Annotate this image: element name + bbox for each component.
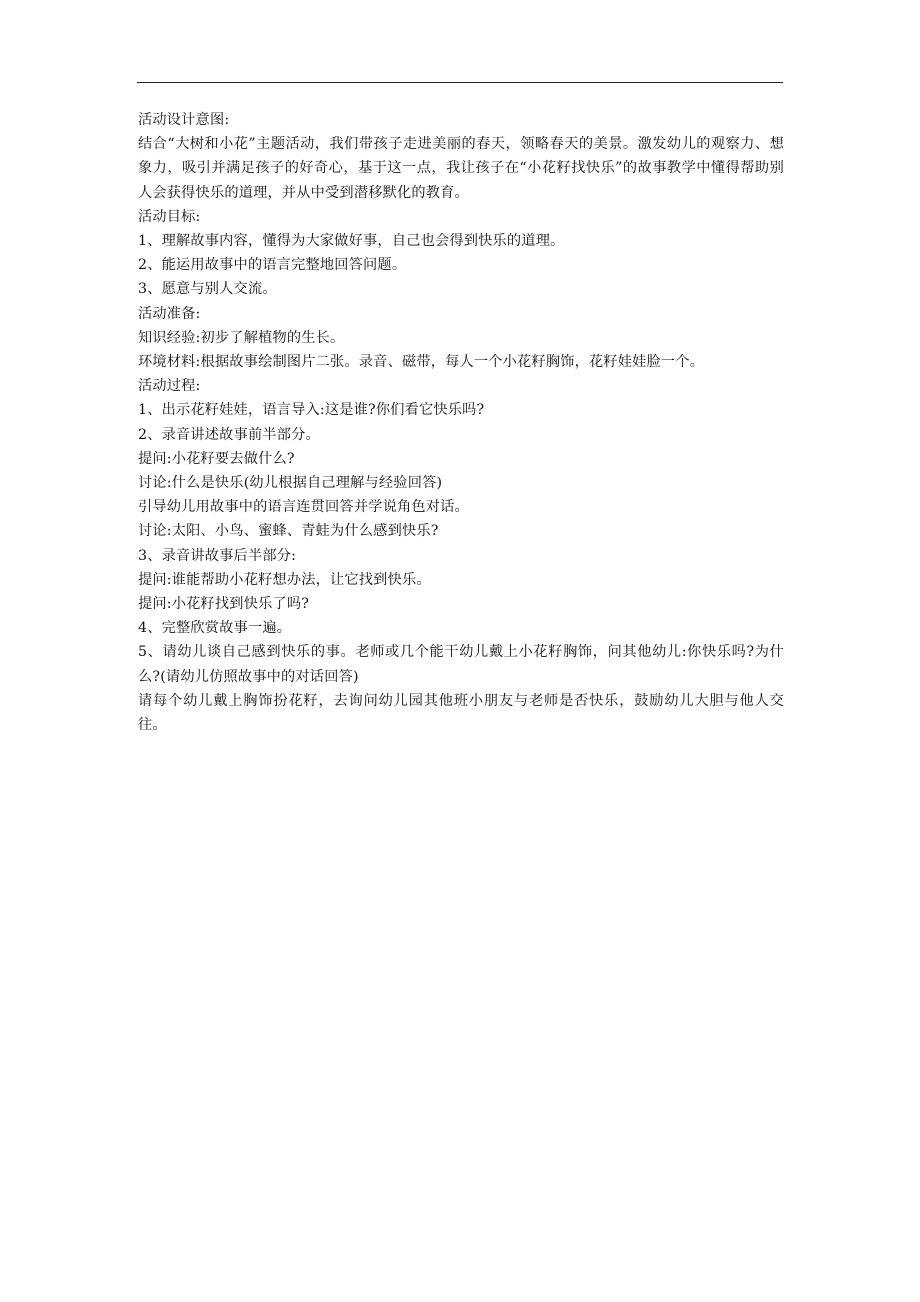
preparation-knowledge: 知识经验:初步了解植物的生长。 xyxy=(138,329,345,346)
process-step-5: 5、请幼儿谈自己感到快乐的事。老师或几个能干幼儿戴上小花籽胸饰，问其他幼儿:你快乐吗?为什么?(请幼儿仿照故事中的对话回答) xyxy=(138,644,784,685)
process-discussion-1: 讨论:什么是快乐(幼儿根据自己理解与经验回答) xyxy=(138,475,443,492)
process-question-1: 提问:小花籽要去做什么? xyxy=(138,450,295,467)
header-rule xyxy=(137,82,783,83)
section-heading-process: 活动过程: xyxy=(138,378,201,395)
process-step-4: 4、完整欣赏故事一遍。 xyxy=(138,620,292,637)
document-body xyxy=(138,108,784,737)
goal-item-1: 1、理解故事内容，懂得为大家做好事，自己也会得到快乐的道理。 xyxy=(138,233,565,250)
process-step-1: 1、出示花籽娃娃，语言导入:这是谁?你们看它快乐吗? xyxy=(138,402,485,419)
process-question-2: 提问:谁能帮助小花籽想办法，让它找到快乐。 xyxy=(138,571,431,588)
process-discussion-2: 讨论:太阳、小鸟、蜜蜂、青蛙为什么感到快乐? xyxy=(138,523,439,540)
extension-paragraph: 请每个幼儿戴上胸饰扮花籽，去询问幼儿园其他班小朋友与老师是否快乐，鼓励幼儿大胆与他人交往。 xyxy=(138,692,784,734)
design-intent-paragraph: 结合“大树和小花”主题活动，我们带孩子走进美丽的春天，领略春天的美景。激发幼儿的观察力、想象力，吸引并满足孩子的好奇心，基于这一点，我让孩子在“小花籽找快乐”的故事教学中懂得帮助别人会获得快乐的道理，并从中受到潜移默化的教育。 xyxy=(138,136,784,201)
section-heading-preparation: 活动准备: xyxy=(138,305,201,322)
process-guidance: 引导幼儿用故事中的语言连贯回答并学说角色对话。 xyxy=(138,499,469,516)
goal-item-2: 2、能运用故事中的语言完整地回答问题。 xyxy=(138,257,407,274)
process-step-2: 2、录音讲述故事前半部分。 xyxy=(138,426,320,443)
goal-item-3: 3、愿意与别人交流。 xyxy=(138,281,277,298)
preparation-materials: 环境材料:根据故事绘制图片二张。录音、磁带，每人一个小花籽胸饰，花籽娃娃脸一个。 xyxy=(138,354,705,371)
section-heading-goals: 活动目标: xyxy=(138,208,201,225)
section-heading-design-intent: 活动设计意图: xyxy=(138,112,230,128)
process-step-3: 3、录音讲故事后半部分: xyxy=(138,547,297,564)
process-question-3: 提问:小花籽找到快乐了吗? xyxy=(138,596,310,613)
